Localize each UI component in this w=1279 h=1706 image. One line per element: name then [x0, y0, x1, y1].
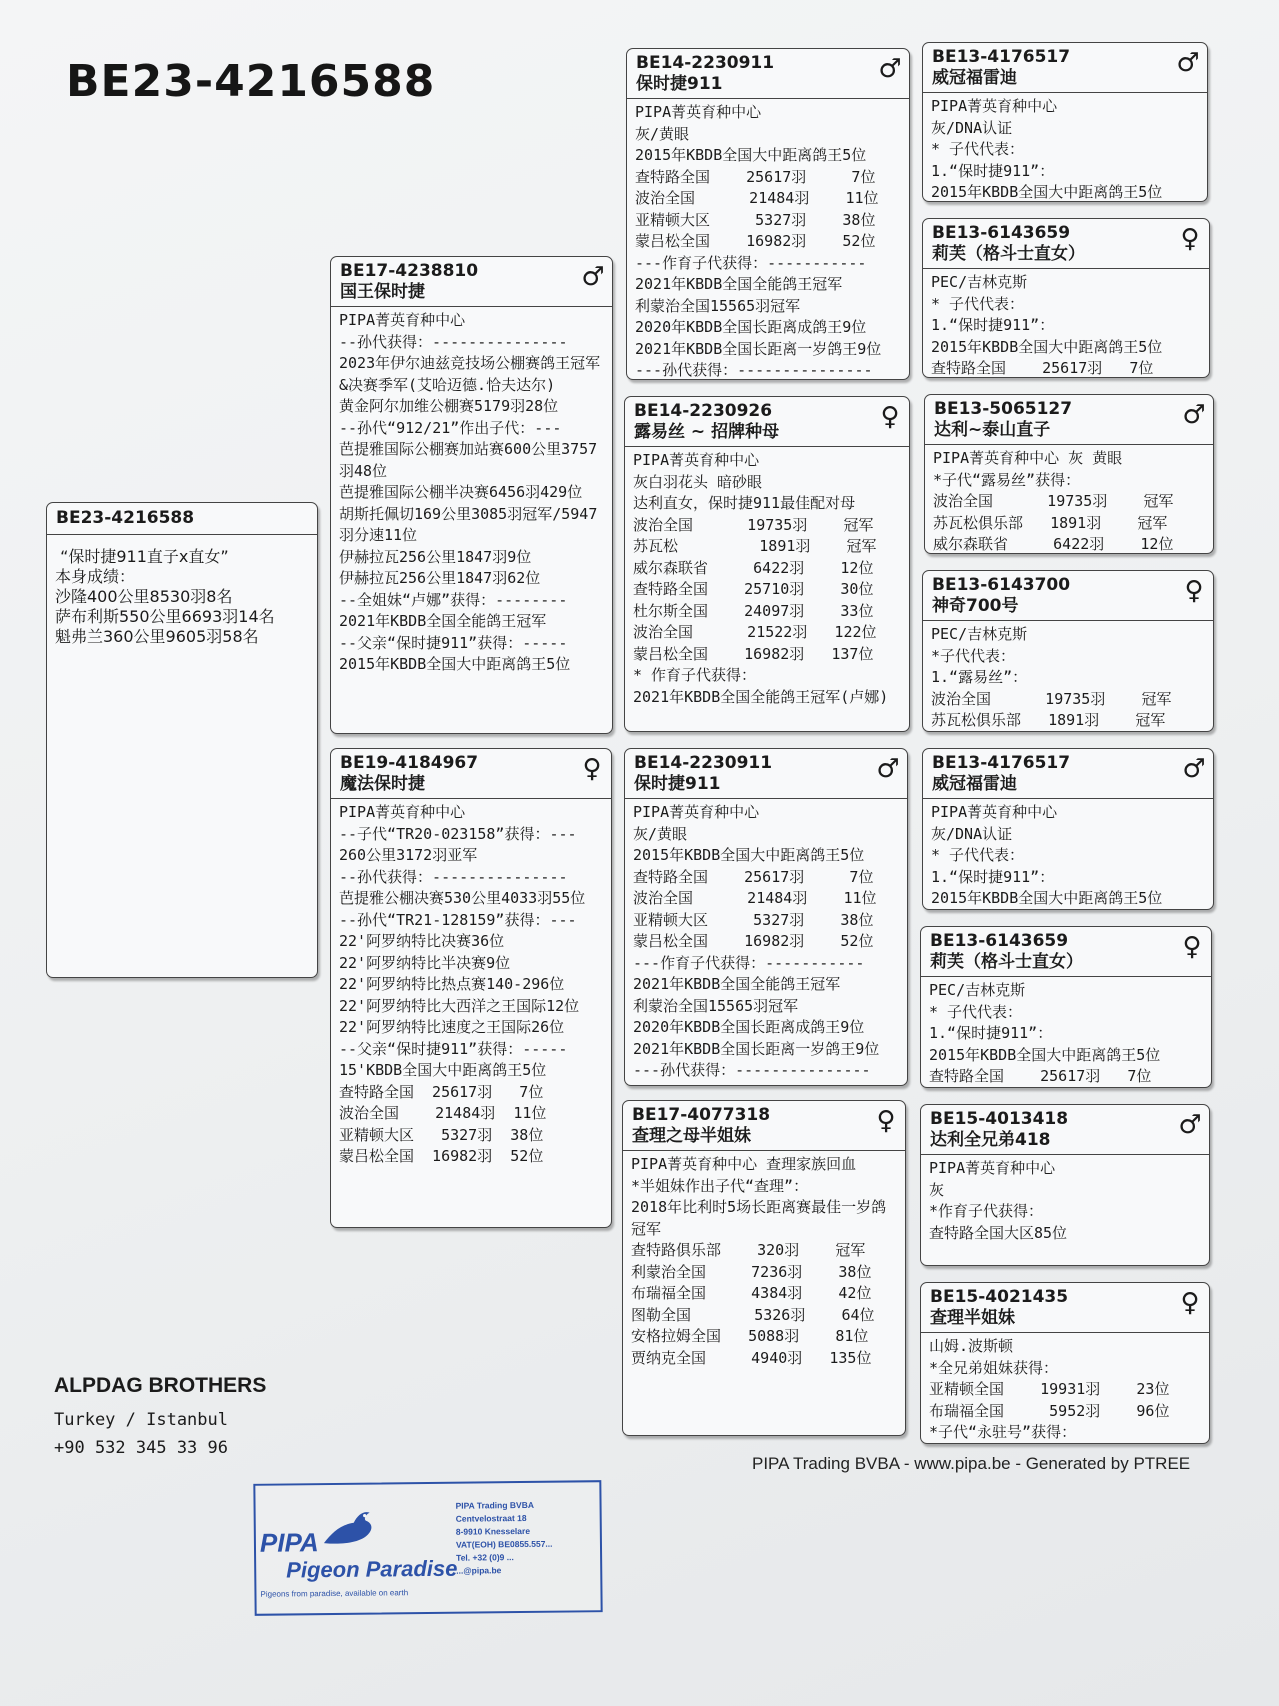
note-line: 亚精顿大区 5327羽 38位 [633, 910, 874, 929]
note-line: 查特路全国大区85位 [929, 1223, 1068, 1242]
card-header [923, 571, 1213, 621]
pigeon-notes [625, 447, 909, 710]
ring-number: BE17-4077318 [632, 1105, 771, 1125]
note-line: 22'阿罗纳特比热点赛140-296位 [339, 975, 565, 993]
note-line: 2015年KBDB全国大中距离鸽王5位 [635, 146, 867, 164]
note-line: PIPA菁英育种中心 [339, 803, 466, 821]
note-line: 1.“露易丝”： [931, 668, 1028, 686]
pigeon-notes [921, 977, 1211, 1088]
card-sire [330, 256, 613, 734]
note-line: 贾纳克全国 4940羽 135位 [631, 1348, 872, 1367]
card-sdd [922, 570, 1214, 732]
note-line: --孙代获得：--------------- [339, 867, 568, 886]
note-line: 蒙吕松全国 16982羽 52位 [339, 1147, 544, 1165]
note-line: 伊赫拉瓦256公里1847羽9位 [339, 547, 532, 566]
note-line: 1.“保时捷911”： [931, 316, 1055, 334]
card-header [923, 749, 1213, 799]
note-line: *全兄弟姐妹获得： [929, 1358, 1059, 1377]
note-line: 22'阿罗纳特比决赛36位 [339, 932, 505, 950]
stamp-line: VAT(EOH) BE0855.557... [455, 1538, 553, 1550]
stamp-line: PIPA Trading BVBA [455, 1499, 535, 1511]
pigeon-name: 威冠福雷迪 [932, 774, 1017, 794]
note-line: 查特路全国 25617羽 7位 [633, 867, 874, 886]
card-sire-dam [624, 396, 910, 732]
note-line: --孙代“TR21-128159”获得：--- [339, 910, 577, 929]
stamp-tagline: Pigeons from paradise, available on earth [260, 1588, 409, 1599]
note-line: 魁弗兰360公里9605羽58名 [55, 627, 259, 646]
note-line: 图勒全国 5326羽 64位 [631, 1305, 875, 1324]
note-line: 杜尔斯全国 24097羽 33位 [633, 601, 874, 620]
note-line: 2020年KBDB全国长距离成鸽王9位 [635, 318, 867, 336]
note-line: ---作育子代获得：----------- [635, 253, 867, 272]
card-sss [922, 42, 1208, 202]
note-line: 1.“保时捷911”： [931, 867, 1055, 886]
ring-number: BE17-4238810 [340, 261, 479, 281]
female-symbol-icon: ♀ [1180, 224, 1200, 254]
note-line: 2015年KBDB全国大中距离鸽王5位 [339, 655, 571, 673]
note-line: 威尔森联省 6422羽 12位 [633, 558, 874, 577]
note-line: 伊赫拉瓦256公里1847羽62位 [339, 569, 541, 587]
pigeon-name: 达利全兄弟418 [930, 1130, 1051, 1150]
card-header [921, 927, 1211, 977]
pigeon-logo-icon [318, 1503, 378, 1548]
card-dam-sire [624, 748, 908, 1086]
female-symbol-icon: ♀ [876, 1106, 896, 1136]
male-symbol-icon: ♂ [1178, 1110, 1202, 1140]
note-line: 芭提雅国际公棚半决赛6456羽429位 [339, 483, 583, 501]
note-line: 灰白羽花头 暗砂眼 [633, 472, 763, 491]
ring-number: BE14-2230911 [634, 753, 773, 773]
pigeon-notes [923, 621, 1213, 732]
note-line: PIPA菁英育种中心 [633, 803, 760, 821]
note-line: 蒙吕松全国 16982羽 52位 [635, 232, 876, 250]
card-header [331, 749, 611, 799]
card-sds [924, 394, 1214, 554]
breeder-phone: +90 532 345 33 96 [54, 1438, 228, 1458]
male-symbol-icon: ♂ [878, 54, 902, 84]
note-line: 2021年KBDB全国全能鸽王冠军 [635, 275, 843, 293]
note-line: 波治全国 19735羽 冠军 [931, 689, 1172, 708]
pigeon-notes [923, 799, 1213, 910]
note-line: 2015年KBDB全国大中距离鸽王5位 [931, 183, 1163, 201]
note-line: 安格拉姆全国 5088羽 81位 [631, 1327, 869, 1345]
note-line: 波治全国 21484羽 11位 [635, 189, 879, 207]
breeder-name: ALPDAG BROTHERS [54, 1374, 267, 1397]
ring-number: BE13-4176517 [932, 47, 1071, 67]
subject-notes [47, 535, 317, 649]
pigeon-notes [623, 1151, 905, 1371]
note-line: PIPA菁英育种中心 查理家族回血 [631, 1155, 857, 1173]
note-line: 胡斯托佩切169公里3085羽冠军/5947羽分速11位 [339, 504, 598, 544]
card-header [923, 219, 1209, 269]
card-header [923, 43, 1207, 93]
pigeon-name: 达利~泰山直子 [934, 420, 1051, 440]
note-line: 苏瓦松 1891羽 冠军 [633, 537, 877, 555]
stamp-line: 8-9910 Knesselare [455, 1525, 531, 1537]
pigeon-name: 查理半姐妹 [930, 1308, 1015, 1328]
stamp-line: Tel. +32 (0)9 ... [456, 1552, 514, 1563]
stamp-line: Centvelostraat 18 [455, 1512, 527, 1524]
note-line: *作育子代获得： [929, 1202, 1044, 1220]
card-ddd [920, 1282, 1210, 1444]
male-symbol-icon: ♂ [1182, 400, 1206, 430]
note-line: ---孙代获得：--------------- [633, 1061, 871, 1079]
note-line: 查特路全国 25617羽 7位 [339, 1082, 544, 1101]
note-line: PIPA菁英育种中心 [931, 97, 1058, 115]
ring-number: BE15-4021435 [930, 1287, 1069, 1307]
note-line: 灰/黄眼 [633, 824, 688, 843]
note-line: 查特路全国 25617羽 7位 [931, 359, 1154, 377]
note-line: 查特路全国 25617羽 7位 [929, 1067, 1152, 1085]
pigeon-notes [331, 307, 612, 678]
note-line: --全姐妹“卢娜”获得：-------- [339, 590, 568, 609]
ring-number: BE19-4184967 [340, 753, 479, 773]
note-line: --父亲“保时捷911”获得：----- [339, 633, 568, 652]
note-line: --孙代获得：--------------- [339, 332, 568, 351]
note-line: 亚精顿大区 5327羽 38位 [635, 210, 876, 229]
pigeon-notes [625, 799, 907, 1084]
note-line: 1.“保时捷911”： [929, 1024, 1053, 1042]
note-line: *半姐妹作出子代“查理”： [631, 1176, 809, 1195]
note-line: 波治全国 19735羽 冠军 [933, 492, 1174, 510]
note-line: 利蒙治全国 7236羽 38位 [631, 1262, 872, 1281]
note-line: 22'阿罗纳特比大西洋之王国际12位 [339, 996, 580, 1015]
ring-number: BE13-6143659 [930, 931, 1069, 951]
note-line: 22'阿罗纳特比半决赛9位 [339, 953, 511, 972]
ring-number: BE13-6143700 [932, 575, 1071, 595]
note-line: 山姆.波斯顿 [929, 1337, 1014, 1355]
card-dam-dam [622, 1100, 906, 1436]
pigeon-name: 莉芙（格斗士直女） [930, 952, 1083, 972]
note-line: 芭提雅公棚决赛530公里4033羽55位 [339, 889, 586, 907]
male-symbol-icon: ♂ [581, 262, 605, 292]
female-symbol-icon: ♀ [1182, 932, 1202, 962]
male-symbol-icon: ♂ [1176, 48, 1200, 78]
pigeon-name: 保时捷911 [634, 774, 721, 794]
card-header [921, 1105, 1209, 1155]
note-line: 2018年比利时5场长距离赛最佳一岁鸽冠军 [631, 1198, 887, 1238]
note-line: 15'KBDB全国大中距离鸽王5位 [339, 1061, 547, 1079]
note-line: PEC/吉林克斯 [929, 981, 1026, 999]
note-line: 黄金阿尔加维公棚赛5179羽28位 [339, 397, 559, 415]
card-ssd [922, 218, 1210, 378]
pigeon-name: 威冠福雷迪 [932, 68, 1017, 88]
pigeon-name: 国王保时捷 [340, 282, 425, 302]
note-line: PIPA菁英育种中心 [339, 311, 466, 329]
note-line: PIPA菁英育种中心 [633, 451, 760, 469]
note-line: PIPA菁英育种中心 灰 黄眼 [933, 449, 1123, 467]
note-line: 波治全国 21522羽 122位 [633, 623, 877, 641]
card-header [625, 397, 909, 447]
note-line: 布瑞福全国 5952羽 96位 [929, 1401, 1170, 1420]
breeder-block [54, 1374, 266, 1462]
pigeon-notes [925, 445, 1213, 554]
note-line: 查特路全国 25710羽 30位 [633, 580, 874, 598]
ring-number: BE15-4013418 [930, 1109, 1069, 1129]
note-line: 萨布利斯550公里6693羽14名 [55, 607, 275, 626]
note-line: 波治全国 19735羽 冠军 [633, 515, 874, 534]
note-line: 2021年KBDB全国全能鸽王冠军 [633, 975, 841, 993]
note-line: 1.“保时捷911”： [931, 161, 1055, 180]
note-line: ---孙代获得：--------------- [635, 361, 873, 379]
note-line: 2015年KBDB全国大中距离鸽王5位 [929, 1045, 1161, 1064]
note-line: 2021年KBDB全国全能鸽王冠军(卢娜) [633, 687, 889, 706]
stamp-subtitle: Pigeon Paradise [286, 1555, 458, 1583]
note-line: 2015年KBDB全国大中距离鸽王5位 [633, 846, 865, 864]
note-line: 波治全国 21484羽 11位 [633, 889, 877, 907]
card-dss [922, 748, 1214, 910]
breeder-location: Turkey / Istanbul [54, 1410, 228, 1430]
note-line: 灰/DNA认证 [931, 824, 1013, 843]
note-line: 22'阿罗纳特比速度之王国际26位 [339, 1018, 565, 1036]
note-line: PIPA菁英育种中心 [931, 803, 1058, 821]
note-line: PIPA菁英育种中心 [929, 1159, 1056, 1177]
subject-header [47, 503, 317, 535]
note-line: 芭提雅国际公棚赛加站赛600公里3757羽48位 [339, 440, 598, 480]
note-line: 灰/DNA认证 [931, 118, 1013, 137]
footer-credit: PIPA Trading BVBA - www.pipa.be - Generated by PTREE [752, 1454, 1191, 1473]
pigeon-notes [923, 269, 1209, 378]
note-line: 亚精顿大区 5327羽 38位 [339, 1125, 544, 1144]
stamp-line: ...@pipa.be [456, 1565, 502, 1576]
subject-card [46, 502, 318, 978]
card-header [625, 749, 907, 799]
note-line: 蒙吕松全国 16982羽 52位 [633, 932, 874, 950]
note-line: 本身成绩： [55, 567, 136, 586]
note-line: 利蒙治全国15565羽冠军 [633, 996, 799, 1015]
note-line: 2021年KBDB全国长距离一岁鸽王9位 [633, 1039, 880, 1058]
card-header [331, 257, 612, 307]
note-line: 达利直女，保时捷911最佳配对母 [633, 494, 856, 512]
note-line: 波治全国 21484羽 11位 [339, 1104, 547, 1122]
pigeon-name: 魔法保时捷 [340, 774, 425, 794]
card-header [623, 1101, 905, 1151]
note-line: *子代代表： [931, 646, 1016, 665]
ring-number: BE13-4176517 [932, 753, 1071, 773]
note-line: * 子代代表： [931, 140, 1025, 158]
note-line: 灰 [929, 1180, 945, 1199]
card-sire-sire [626, 48, 910, 380]
note-line: --父亲“保时捷911”获得：----- [339, 1039, 568, 1058]
note-line: “保时捷911直子x直女” [55, 547, 229, 566]
note-line: * 作育子代获得： [633, 666, 757, 684]
note-line: 查特路全国 25617羽 7位 [635, 167, 876, 186]
note-line: 利蒙治全国15565羽冠军 [635, 296, 801, 315]
note-line: 260公里3172羽亚军 [339, 846, 478, 864]
pipa-stamp [253, 1480, 602, 1616]
note-line: --子代“TR20-023158”获得：--- [339, 824, 577, 843]
note-line: 亚精顿全国 19931羽 23位 [929, 1380, 1170, 1398]
female-symbol-icon: ♀ [1180, 1288, 1200, 1318]
note-line: ---作育子代获得：----------- [633, 953, 865, 972]
note-line: PIPA菁英育种中心 [635, 103, 762, 121]
pigeon-notes [923, 93, 1207, 202]
page-title: BE23-4216588 [66, 56, 436, 107]
ring-number: BE13-6143659 [932, 223, 1071, 243]
note-line: 2021年KBDB全国全能鸽王冠军 [339, 612, 547, 630]
male-symbol-icon: ♂ [876, 754, 900, 784]
ring-number: BE23-4216588 [56, 508, 195, 528]
pigeon-name: 神奇700号 [932, 596, 1019, 616]
note-line: 2020年KBDB全国长距离成鸽王9位 [633, 1018, 865, 1036]
pigeon-notes [331, 799, 611, 1170]
ring-number: BE14-2230911 [636, 53, 775, 73]
note-line: 2015年KBDB全国大中距离鸽王5位 [931, 337, 1163, 356]
note-line: 查特路俱乐部 320羽 冠军 [631, 1241, 866, 1259]
pigeon-name: 莉芙（格斗士直女） [932, 244, 1085, 264]
note-line: *子代“永驻号”获得： [929, 1423, 1077, 1441]
pigeon-name: 保时捷911 [636, 74, 723, 94]
female-symbol-icon: ♀ [1184, 576, 1204, 606]
pigeon-name: 露易丝 ~ 招牌种母 [634, 422, 780, 442]
note-line: * 子代代表： [929, 1002, 1023, 1021]
note-line: 2023年伊尔迪兹竞技场公棚赛鸽王冠军&决赛季军(艾哈迈德.恰夫达尔) [339, 354, 601, 394]
note-line: * 子代代表： [931, 846, 1025, 864]
pigeon-name: 查理之母半姐妹 [632, 1126, 751, 1146]
card-dsd [920, 926, 1212, 1088]
pigeon-notes [627, 99, 909, 380]
card-dam [330, 748, 612, 1228]
pigeon-notes [921, 1155, 1209, 1246]
card-header [921, 1283, 1209, 1333]
card-header [627, 49, 909, 99]
note-line: PEC/吉林克斯 [931, 625, 1028, 643]
note-line: 威尔森联省 6422羽 12位 [933, 535, 1174, 553]
note-line: 沙隆400公里8530羽8名 [55, 587, 233, 606]
card-header [925, 395, 1213, 445]
pigeon-notes [921, 1333, 1209, 1444]
stamp-brand: PIPA [259, 1527, 319, 1558]
note-line: 2021年KBDB全国长距离一岁鸽王9位 [635, 339, 882, 358]
male-symbol-icon: ♂ [1182, 754, 1206, 784]
note-line: 苏瓦松俱乐部 1891羽 冠军 [933, 513, 1168, 532]
note-line: PEC/吉林克斯 [931, 273, 1028, 291]
ring-number: BE14-2230926 [634, 401, 773, 421]
female-symbol-icon: ♀ [582, 754, 602, 784]
note-line: --孙代“912/21”作出子代：--- [339, 418, 562, 437]
note-line: 苏瓦松俱乐部 1891羽 冠军 [931, 711, 1166, 729]
note-line: 蒙吕松全国 16982羽 137位 [633, 644, 874, 663]
stamp-address [455, 1499, 552, 1578]
note-line: 2015年KBDB全国大中距离鸽王5位 [931, 889, 1163, 907]
note-line: *子代“露易丝”获得： [933, 470, 1081, 489]
ring-number: BE13-5065127 [934, 399, 1073, 419]
note-line: 布瑞福全国 4384羽 42位 [631, 1284, 872, 1302]
note-line: 灰/黄眼 [635, 124, 690, 143]
female-symbol-icon: ♀ [880, 402, 900, 432]
card-dds [920, 1104, 1210, 1266]
note-line: * 子代代表： [931, 294, 1025, 313]
